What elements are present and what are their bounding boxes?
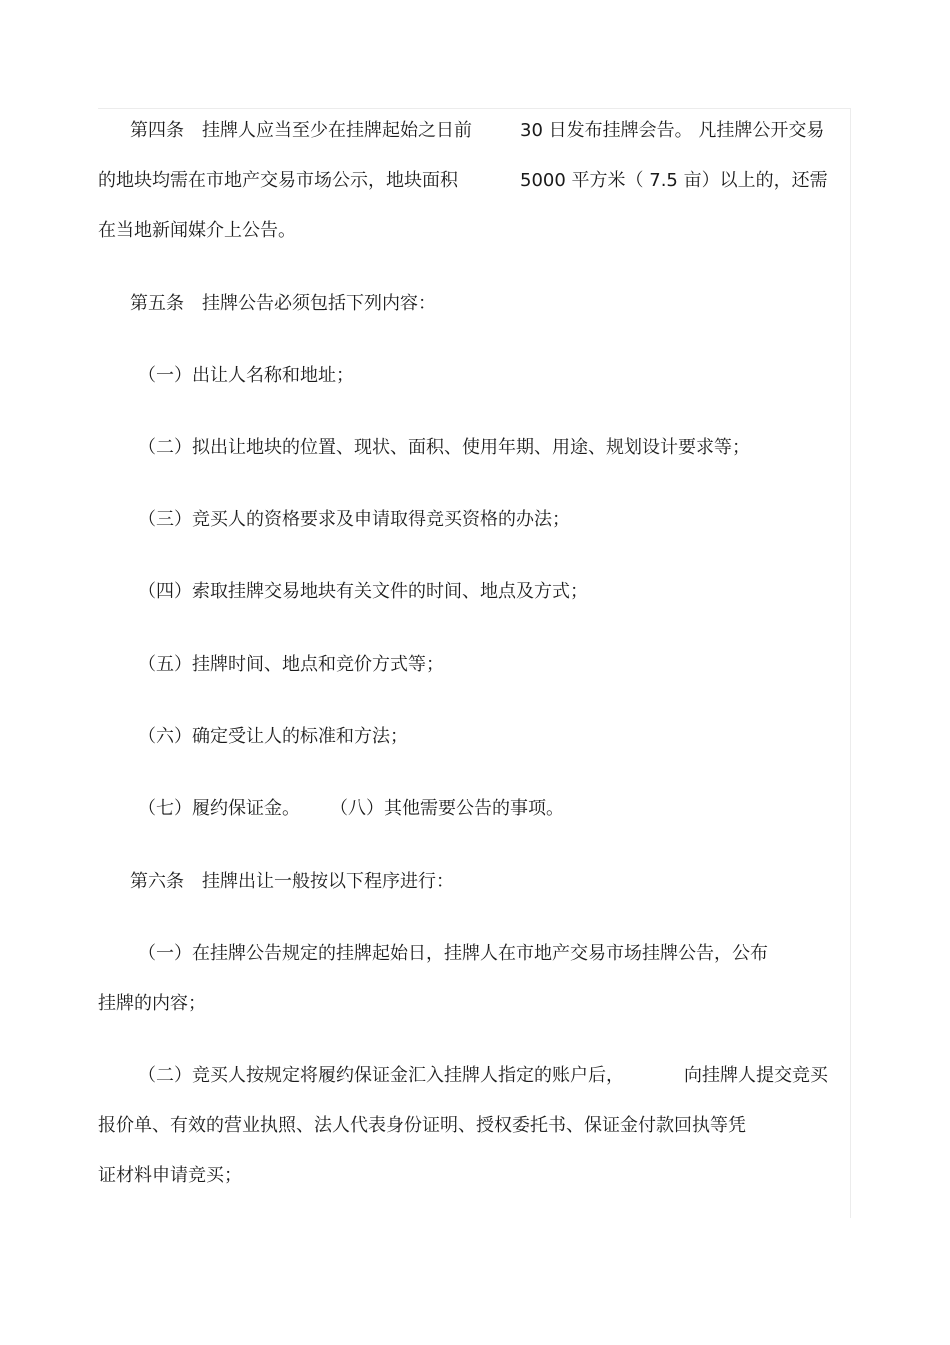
article-6-para-1-line-1: （一）在挂牌公告规定的挂牌起始日，挂牌人在市地产交易市场挂牌公告，公布 [138, 943, 768, 964]
article-5-item-5: （五）挂牌时间、地点和竞价方式等； [138, 654, 444, 675]
article-6-para-2-line-3: 证材料申请竞买； [98, 1165, 242, 1186]
article-4-line-2-text-a: 的地块均需在市地产交易市场公示，地块面积 [98, 170, 458, 191]
article-4-line-2-text-b: 5000 平方米（ 7.5 亩）以上的，还需 [520, 170, 828, 191]
article-6-para-2-line-2: 报价单、有效的营业执照、法人代表身份证明、授权委托书、保证金付款回执等凭 [98, 1115, 746, 1136]
article-6-para-2-text-b: 向挂牌人提交竞买 [684, 1065, 828, 1086]
article-5-item-2: （二）拟出让地块的位置、现状、面积、使用年期、用途、规划设计要求等； [138, 437, 750, 458]
page-frame-top [98, 108, 851, 109]
article-5-heading: 第五条 挂牌公告必须包括下列内容： [130, 293, 436, 314]
article-5-item-8: （八）其他需要公告的事项。 [330, 798, 564, 819]
article-5-item-3: （三）竞买人的资格要求及申请取得竞买资格的办法； [138, 509, 570, 530]
article-6-heading: 第六条 挂牌出让一般按以下程序进行： [130, 871, 454, 892]
page-frame-right [850, 108, 851, 1218]
article-5-item-6: （六）确定受让人的标准和方法； [138, 726, 408, 747]
article-6-para-2-text-a: （二）竞买人按规定将履约保证金汇入挂牌人指定的账户后， [138, 1065, 624, 1086]
article-5-item-7: （七）履约保证金。 [138, 798, 300, 819]
article-4-line-3: 在当地新闻媒介上公告。 [98, 220, 296, 241]
article-4-line-1-text-b: 30 日发布挂牌会告。 凡挂牌公开交易 [520, 120, 825, 141]
article-5-item-1: （一）出让人名称和地址； [138, 365, 354, 386]
article-6-para-1-line-2: 挂牌的内容； [98, 993, 206, 1014]
article-4-line-1-text-a: 第四条 挂牌人应当至少在挂牌起始之日前 [130, 120, 472, 141]
article-5-item-4: （四）索取挂牌交易地块有关文件的时间、地点及方式； [138, 581, 588, 602]
